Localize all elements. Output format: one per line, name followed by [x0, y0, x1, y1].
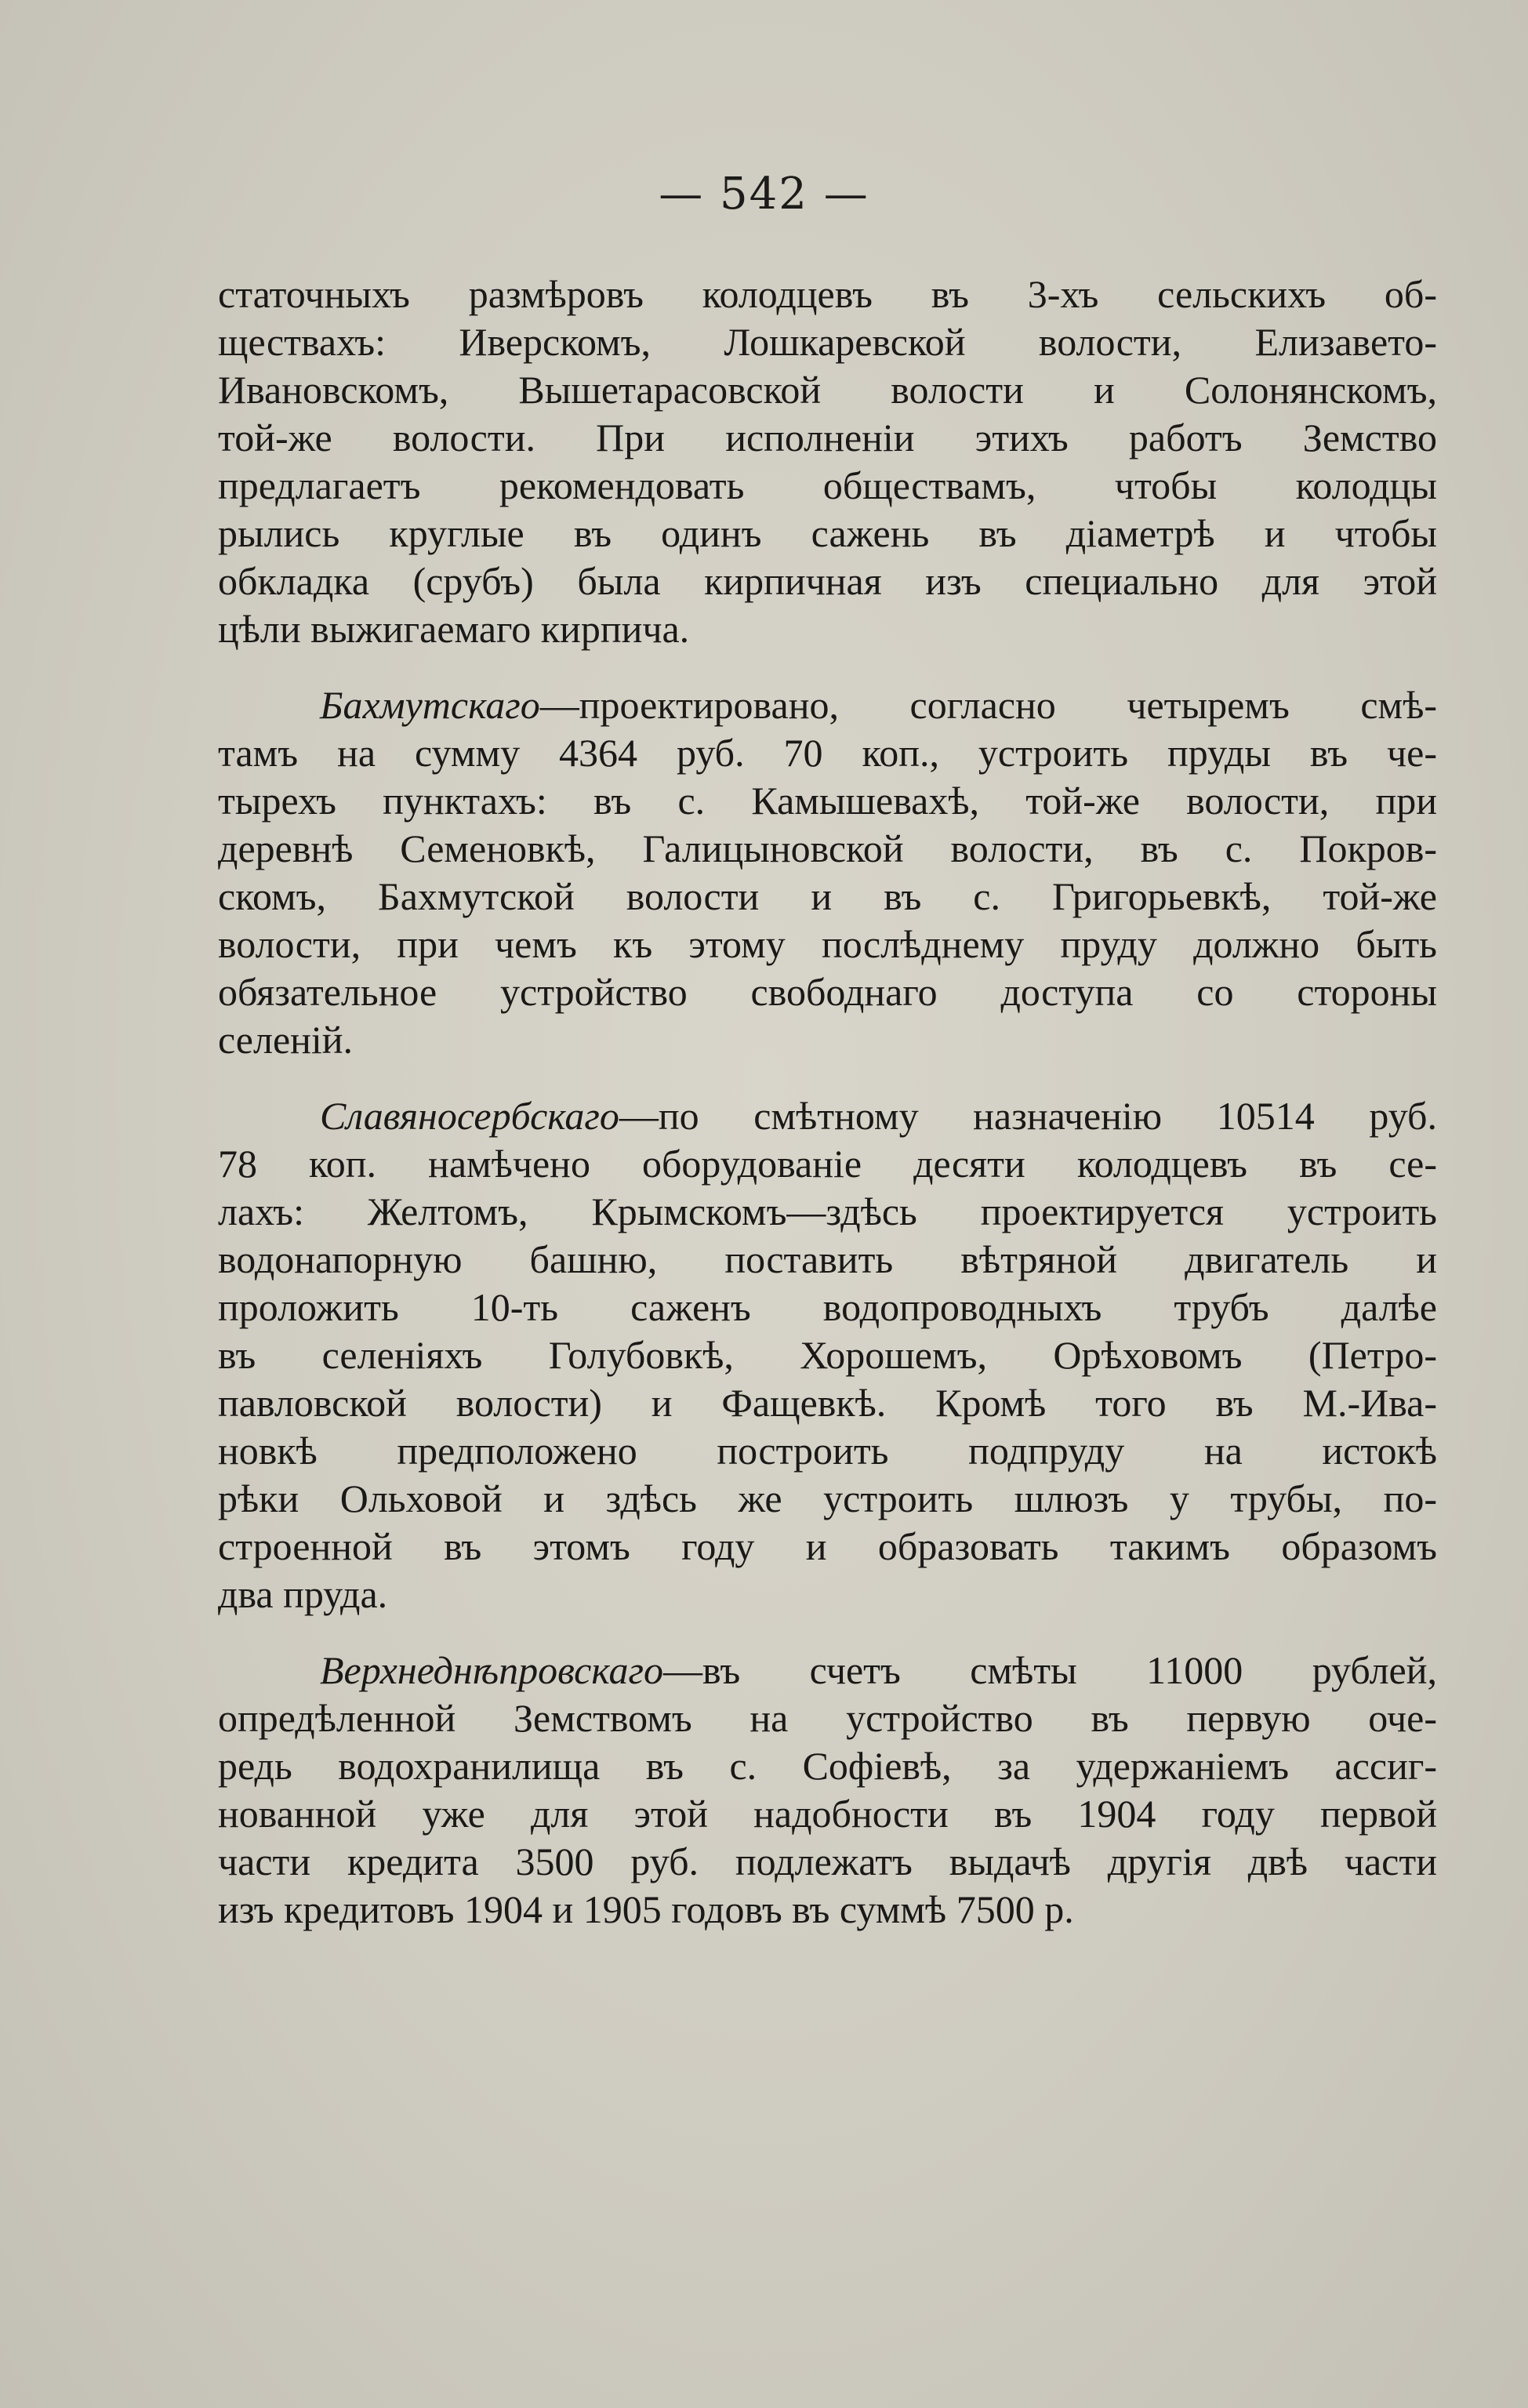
- text-line-rest: —проектировано, согласно четыремъ смѣ-: [539, 683, 1437, 727]
- text-line: цѣли выжигаемаго кирпича.: [218, 607, 690, 651]
- paragraph-gap: [218, 1064, 1437, 1092]
- district-name: Бахмутскаго: [320, 683, 540, 727]
- text-line: [218, 1092, 1437, 1140]
- text-line: селеній.: [218, 1018, 354, 1062]
- text-line: части кредита 3500 руб. подлежатъ выдачѣ другія двѣ части: [218, 1840, 1437, 1883]
- text-line: опредѣленной Земствомъ на устройство въ первую оче-: [218, 1696, 1437, 1740]
- text-line: скомъ, Бахмутской волости и въ с. Григорьевкѣ, той-же: [218, 874, 1437, 918]
- paragraph-gap: [218, 1618, 1437, 1647]
- paragraph-verkhnedneprovsk: [218, 1647, 1437, 1934]
- text-line: статочныхъ размѣровъ колодцевъ въ 3-хъ сельскихъ об-: [218, 272, 1437, 316]
- text-line-rest: —въ счетъ смѣты 11000 рублей,: [663, 1648, 1437, 1692]
- text-line: волости, при чемъ къ этому послѣднему пруду должно быть: [218, 922, 1437, 966]
- text-line: павловской волости) и Фащевкѣ. Кромѣ того въ М.-Ива-: [218, 1381, 1437, 1425]
- text-line: той-же волости. При исполненіи этихъ работъ Земство: [218, 416, 1437, 459]
- body-text: [218, 271, 1437, 1934]
- text-line: водонапорную башню, поставить вѣтряной двигатель и: [218, 1237, 1437, 1281]
- text-line: [218, 681, 1437, 729]
- text-line: деревнѣ Семеновкѣ, Галицыновской волости, въ с. Покров-: [218, 826, 1437, 870]
- paragraph-bakhmut: [218, 681, 1437, 1064]
- text-line: два пруда.: [218, 1572, 388, 1616]
- text-line: ществахъ: Иверскомъ, Лошкаревской волости, Елизавето-: [218, 320, 1437, 364]
- district-name: Верхнеднѣпровскаго: [320, 1648, 664, 1692]
- paragraph-wells: [218, 271, 1437, 653]
- text-line: изъ кредитовъ 1904 и 1905 годовъ въ суммѣ 7500 р.: [218, 1887, 1074, 1931]
- text-line: тырехъ пунктахъ: въ с. Камышевахѣ, той-же волости, при: [218, 779, 1437, 823]
- text-line: Ивановскомъ, Вышетарасовской волости и Солонянскомъ,: [218, 368, 1437, 412]
- text-line: обязательное устройство свободнаго доступа со стороны: [218, 970, 1437, 1014]
- text-line: лахъ: Желтомъ, Крымскомъ—здѣсь проектируется устроить: [218, 1189, 1437, 1233]
- paragraph-gap: [218, 653, 1437, 681]
- text-line: нованной уже для этой надобности въ 1904 году первой: [218, 1792, 1437, 1836]
- text-line-rest: —по смѣтному назначенію 10514 руб.: [619, 1094, 1437, 1138]
- text-line: обкладка (срубъ) была кирпичная изъ специально для этой: [218, 559, 1437, 603]
- paragraph-slavyanoserbsk: [218, 1092, 1437, 1618]
- text-line: новкѣ предположено построить подпруду на истокѣ: [218, 1429, 1437, 1473]
- text-line: редь водохранилища въ с. Софіевѣ, за удержаніемъ ассиг-: [218, 1744, 1437, 1788]
- text-line: строенной въ этомъ году и образовать такимъ образомъ: [218, 1524, 1437, 1568]
- text-line: тамъ на сумму 4364 руб. 70 коп., устроить пруды въ че-: [218, 731, 1437, 775]
- text-line: предлагаетъ рекомендовать обществамъ, чтобы колодцы: [218, 463, 1437, 507]
- text-line: рылись круглые въ одинъ сажень въ діаметрѣ и чтобы: [218, 511, 1437, 555]
- text-line: 78 коп. намѣчено оборудованіе десяти колодцевъ въ се-: [218, 1142, 1437, 1186]
- text-line: рѣки Ольховой и здѣсь же устроить шлюзъ у трубы, по-: [218, 1476, 1437, 1520]
- page-number: — 542 —: [659, 169, 869, 220]
- text-line: проложить 10-ть саженъ водопроводныхъ трубъ далѣе: [218, 1285, 1437, 1329]
- district-name: Славяносербскаго: [320, 1094, 619, 1138]
- text-line: [218, 1647, 1437, 1694]
- text-line: въ селеніяхъ Голубовкѣ, Хорошемъ, Орѣховомъ (Петро-: [218, 1333, 1437, 1377]
